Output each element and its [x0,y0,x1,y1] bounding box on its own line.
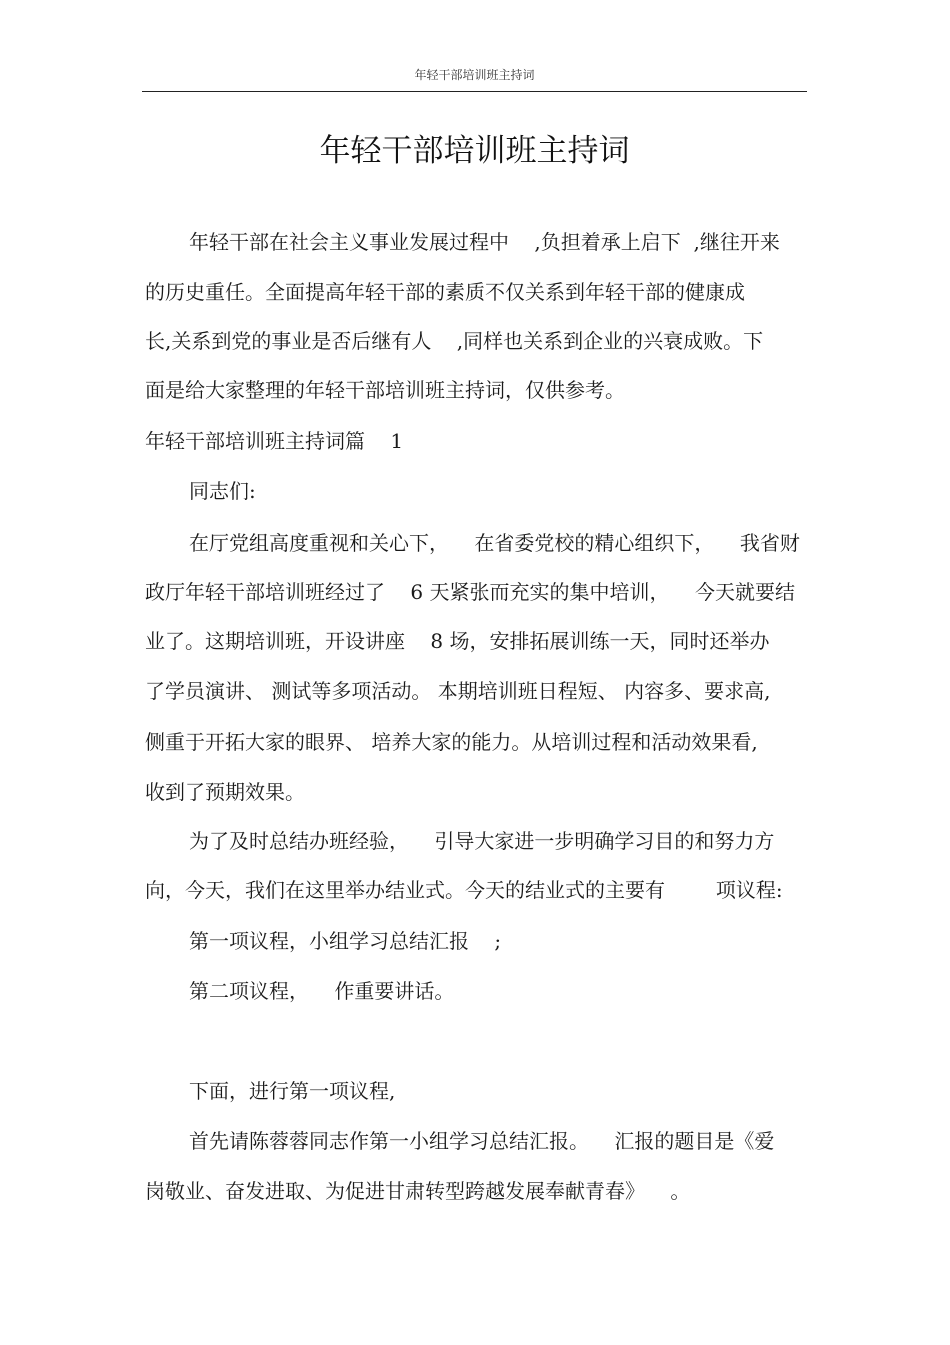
paragraph-line: 首先请陈蓉蓉同志作第一小组学习总结汇报。 汇报的题目是《爱 [189,1129,775,1153]
salutation: 同志们: [189,479,256,503]
page-header: 年轻干部培训班主持词 [414,68,535,82]
paragraph-line: 政厅年轻干部培训班经过了 6 天紧张而充实的集中培训， 今天就要结 [145,580,795,604]
document-title: 年轻干部培训班主持词 [319,133,630,169]
paragraph-line: 收到了预期效果。 [145,780,305,804]
paragraph-line: 在厅党组高度重视和关心下， 在省委党校的精心组织下， 我省财 [189,531,800,555]
paragraph-line: 业了。这期培训班，开设讲座 8 场，安排拓展训练一天，同时还举办 [145,629,770,653]
paragraph-line: 为了及时总结办班经验， 引导大家进一步明确学习目的和努力方 [189,829,775,853]
agenda-item: 第一项议程，小组学习总结汇报 ; [189,929,502,953]
paragraph-line: 年轻干部在社会主义事业发展过程中 ,负担着承上启下 ,继往开来 [189,230,780,254]
paragraph-line: 长,关系到党的事业是否后继有人 ,同样也关系到企业的兴衰成败。下 [145,329,764,353]
paragraph-line: 向，今天，我们在这里举办结业式。今天的结业式的主要有 项议程: [145,878,783,902]
paragraph-line: 了学员演讲、 测试等多项活动。 本期培训班日程短、 内容多、要求高, [145,679,771,703]
paragraph-line: 面是给大家整理的年轻干部培训班主持词，仅供参考。 [145,378,625,402]
header-divider [142,91,807,92]
paragraph-line: 的历史重任。全面提高年轻干部的素质不仅关系到年轻干部的健康成 [145,280,745,304]
section-heading: 年轻干部培训班主持词篇 1 [145,429,404,453]
paragraph-line: 下面，进行第一项议程, [189,1079,396,1103]
paragraph-line: 岗敬业、奋发进取、为促进甘肃转型跨越发展奉献青春》 。 [145,1179,691,1203]
paragraph-line: 侧重于开拓大家的眼界、 培养大家的能力。从培训过程和活动效果看, [145,730,758,754]
agenda-item: 第二项议程， 作重要讲话。 [189,979,455,1003]
